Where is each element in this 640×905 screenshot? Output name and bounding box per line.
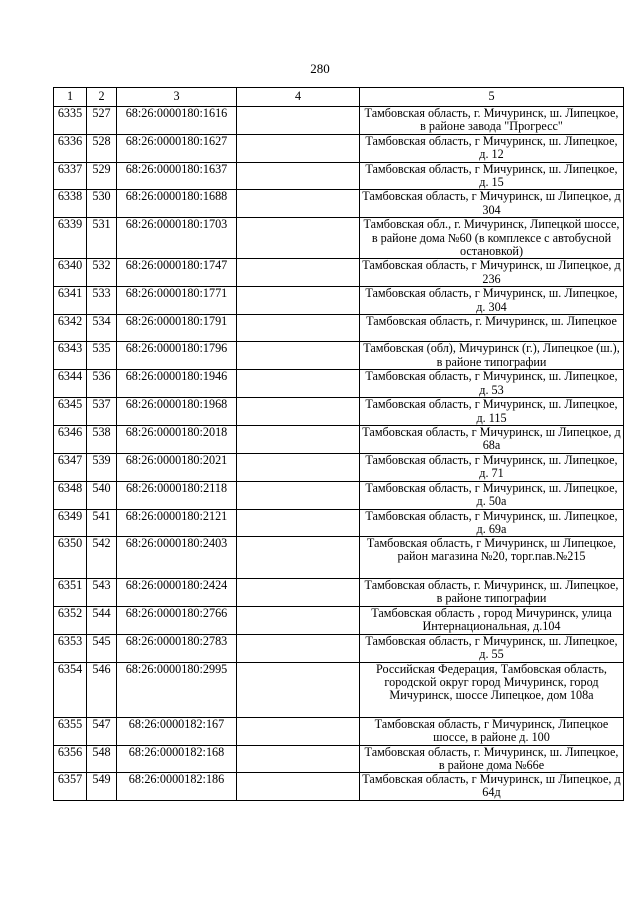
header-col-1: 1 xyxy=(54,88,87,107)
cadastral-number: 68:26:0000180:2403 xyxy=(117,537,237,579)
cadastral-number: 68:26:0000180:1968 xyxy=(117,398,237,425)
table-row xyxy=(54,135,624,163)
cadastral-number: 68:26:0000180:1791 xyxy=(117,315,237,342)
address: Тамбовская область, г Мичуринск, ш Липецкое, район магазина №20, торг.пав.№215 xyxy=(360,537,624,579)
table-row xyxy=(54,315,624,342)
column-4-cell xyxy=(237,509,360,536)
address: Тамбовская область, г. Мичуринск, ш. Липецкое, в районе дома №66е xyxy=(360,745,624,772)
cadastral-number: 68:26:0000180:2018 xyxy=(117,425,237,453)
column-4-cell xyxy=(237,481,360,509)
row-number: 6337 xyxy=(54,163,87,190)
address: Тамбовская область, г Мичуринск, ш. Липецкое, д. 53 xyxy=(360,370,624,398)
row-number: 6355 xyxy=(54,717,87,745)
address: Тамбовская область, г. Мичуринск, ш. Липецкое xyxy=(360,315,624,342)
table-header-row xyxy=(54,88,624,107)
table-row xyxy=(54,481,624,509)
row-number: 6338 xyxy=(54,190,87,218)
address: Тамбовская область , город Мичуринск, улица Интернациональная, д.104 xyxy=(360,607,624,635)
address: Тамбовская область, г Мичуринск, ш. Липецкое, д. 71 xyxy=(360,453,624,481)
address: Тамбовская область, г. Мичуринск, ш. Липецкое, в районе типографии xyxy=(360,579,624,607)
column-4-cell xyxy=(237,453,360,481)
row-number: 6349 xyxy=(54,509,87,536)
table-row xyxy=(54,163,624,190)
table-row xyxy=(54,745,624,772)
address: Тамбовская обл., г. Мичуринск, Липецкой шоссе, в районе дома №60 (в комплексе с автобусной остановкой) xyxy=(360,218,624,259)
address: Тамбовская область, г Мичуринск, ш. Липецкое, д. 50а xyxy=(360,481,624,509)
address: Тамбовская область, г Мичуринск, ш Липецкое, д 236 xyxy=(360,259,624,287)
address: Тамбовская область, г Мичуринск, Липецкое шоссе, в районе д. 100 xyxy=(360,717,624,745)
address: Тамбовская область, г Мичуринск, ш Липецкое, д 64д xyxy=(360,773,624,801)
row-number: 6344 xyxy=(54,370,87,398)
table-row xyxy=(54,287,624,315)
address: Тамбовская (обл), Мичуринск (г.), Липецкое (ш.), в районе типографии xyxy=(360,342,624,370)
row-number: 6335 xyxy=(54,107,87,135)
row-number: 6354 xyxy=(54,662,87,717)
column-4-cell xyxy=(237,773,360,801)
table-row xyxy=(54,370,624,398)
land-parcel-table xyxy=(53,87,624,801)
row-number: 6348 xyxy=(54,481,87,509)
table-row xyxy=(54,537,624,579)
column-4-cell xyxy=(237,315,360,342)
row-subnumber: 530 xyxy=(87,190,117,218)
table-row xyxy=(54,107,624,135)
column-4-cell xyxy=(237,342,360,370)
table-row xyxy=(54,635,624,662)
cadastral-number: 68:26:0000182:168 xyxy=(117,745,237,772)
row-subnumber: 536 xyxy=(87,370,117,398)
row-number: 6339 xyxy=(54,218,87,259)
row-number: 6352 xyxy=(54,607,87,635)
table-row xyxy=(54,218,624,259)
row-subnumber: 533 xyxy=(87,287,117,315)
table-row xyxy=(54,579,624,607)
address: Тамбовская область, г. Мичуринск, ш. Липецкое, в районе завода "Прогресс" xyxy=(360,107,624,135)
column-4-cell xyxy=(237,635,360,662)
row-subnumber: 545 xyxy=(87,635,117,662)
table-row xyxy=(54,425,624,453)
address: Тамбовская область, г Мичуринск, ш Липецкое, д 68а xyxy=(360,425,624,453)
row-subnumber: 547 xyxy=(87,717,117,745)
column-4-cell xyxy=(237,662,360,717)
table-row xyxy=(54,342,624,370)
cadastral-number: 68:26:0000180:2424 xyxy=(117,579,237,607)
column-4-cell xyxy=(237,135,360,163)
column-4-cell xyxy=(237,537,360,579)
row-subnumber: 534 xyxy=(87,315,117,342)
column-4-cell xyxy=(237,745,360,772)
row-number: 6347 xyxy=(54,453,87,481)
header-col-2: 2 xyxy=(87,88,117,107)
column-4-cell xyxy=(237,218,360,259)
address: Тамбовская область, г Мичуринск, ш. Липецкое, д. 304 xyxy=(360,287,624,315)
cadastral-number: 68:26:0000180:1747 xyxy=(117,259,237,287)
row-subnumber: 538 xyxy=(87,425,117,453)
row-subnumber: 541 xyxy=(87,509,117,536)
table-row xyxy=(54,509,624,536)
column-4-cell xyxy=(237,259,360,287)
address: Тамбовская область, г Мичуринск, ш. Липецкое, д. 15 xyxy=(360,163,624,190)
row-subnumber: 544 xyxy=(87,607,117,635)
row-subnumber: 529 xyxy=(87,163,117,190)
row-number: 6350 xyxy=(54,537,87,579)
row-subnumber: 543 xyxy=(87,579,117,607)
address: Тамбовская область, г Мичуринск, ш. Липецкое, д. 12 xyxy=(360,135,624,163)
table-row xyxy=(54,398,624,425)
table-row xyxy=(54,190,624,218)
row-number: 6341 xyxy=(54,287,87,315)
address: Тамбовская область, г Мичуринск, ш. Липецкое, д. 55 xyxy=(360,635,624,662)
cadastral-number: 68:26:0000180:2766 xyxy=(117,607,237,635)
row-number: 6351 xyxy=(54,579,87,607)
cadastral-number: 68:26:0000180:1688 xyxy=(117,190,237,218)
row-number: 6346 xyxy=(54,425,87,453)
row-number: 6343 xyxy=(54,342,87,370)
row-number: 6356 xyxy=(54,745,87,772)
cadastral-number: 68:26:0000180:1796 xyxy=(117,342,237,370)
table-row xyxy=(54,453,624,481)
cadastral-number: 68:26:0000180:1627 xyxy=(117,135,237,163)
row-subnumber: 546 xyxy=(87,662,117,717)
row-subnumber: 540 xyxy=(87,481,117,509)
cadastral-number: 68:26:0000180:2995 xyxy=(117,662,237,717)
column-4-cell xyxy=(237,287,360,315)
column-4-cell xyxy=(237,607,360,635)
row-subnumber: 528 xyxy=(87,135,117,163)
row-number: 6340 xyxy=(54,259,87,287)
row-number: 6353 xyxy=(54,635,87,662)
page-number: 280 xyxy=(310,61,330,76)
row-subnumber: 537 xyxy=(87,398,117,425)
column-4-cell xyxy=(237,425,360,453)
cadastral-number: 68:26:0000180:2783 xyxy=(117,635,237,662)
cadastral-number: 68:26:0000182:167 xyxy=(117,717,237,745)
header-col-3: 3 xyxy=(117,88,237,107)
row-subnumber: 539 xyxy=(87,453,117,481)
row-subnumber: 548 xyxy=(87,745,117,772)
table-body xyxy=(54,107,624,801)
table-row xyxy=(54,717,624,745)
row-subnumber: 535 xyxy=(87,342,117,370)
cadastral-number: 68:26:0000180:1637 xyxy=(117,163,237,190)
column-4-cell xyxy=(237,579,360,607)
row-subnumber: 531 xyxy=(87,218,117,259)
column-4-cell xyxy=(237,190,360,218)
table-row xyxy=(54,662,624,717)
row-subnumber: 527 xyxy=(87,107,117,135)
table-row xyxy=(54,607,624,635)
cadastral-number: 68:26:0000180:2121 xyxy=(117,509,237,536)
column-4-cell xyxy=(237,370,360,398)
cadastral-number: 68:26:0000180:2118 xyxy=(117,481,237,509)
row-number: 6357 xyxy=(54,773,87,801)
cadastral-number: 68:26:0000182:186 xyxy=(117,773,237,801)
header-col-4: 4 xyxy=(237,88,360,107)
row-subnumber: 549 xyxy=(87,773,117,801)
cadastral-number: 68:26:0000180:1703 xyxy=(117,218,237,259)
address: Тамбовская область, г Мичуринск, ш. Липецкое, д. 69а xyxy=(360,509,624,536)
address: Российская Федерация, Тамбовская область, городской округ город Мичуринск, город Мичуринск, шоссе Липецкое, дом 108а xyxy=(360,662,624,717)
column-4-cell xyxy=(237,717,360,745)
column-4-cell xyxy=(237,107,360,135)
header-col-5: 5 xyxy=(360,88,624,107)
row-subnumber: 542 xyxy=(87,537,117,579)
table-row xyxy=(54,259,624,287)
address: Тамбовская область, г Мичуринск, ш Липецкое, д 304 xyxy=(360,190,624,218)
table-row xyxy=(54,773,624,801)
row-subnumber: 532 xyxy=(87,259,117,287)
row-number: 6336 xyxy=(54,135,87,163)
cadastral-number: 68:26:0000180:1616 xyxy=(117,107,237,135)
cadastral-number: 68:26:0000180:1771 xyxy=(117,287,237,315)
cadastral-number: 68:26:0000180:2021 xyxy=(117,453,237,481)
address: Тамбовская область, г Мичуринск, ш. Липецкое, д. 115 xyxy=(360,398,624,425)
column-4-cell xyxy=(237,398,360,425)
column-4-cell xyxy=(237,163,360,190)
row-number: 6345 xyxy=(54,398,87,425)
cadastral-number: 68:26:0000180:1946 xyxy=(117,370,237,398)
row-number: 6342 xyxy=(54,315,87,342)
